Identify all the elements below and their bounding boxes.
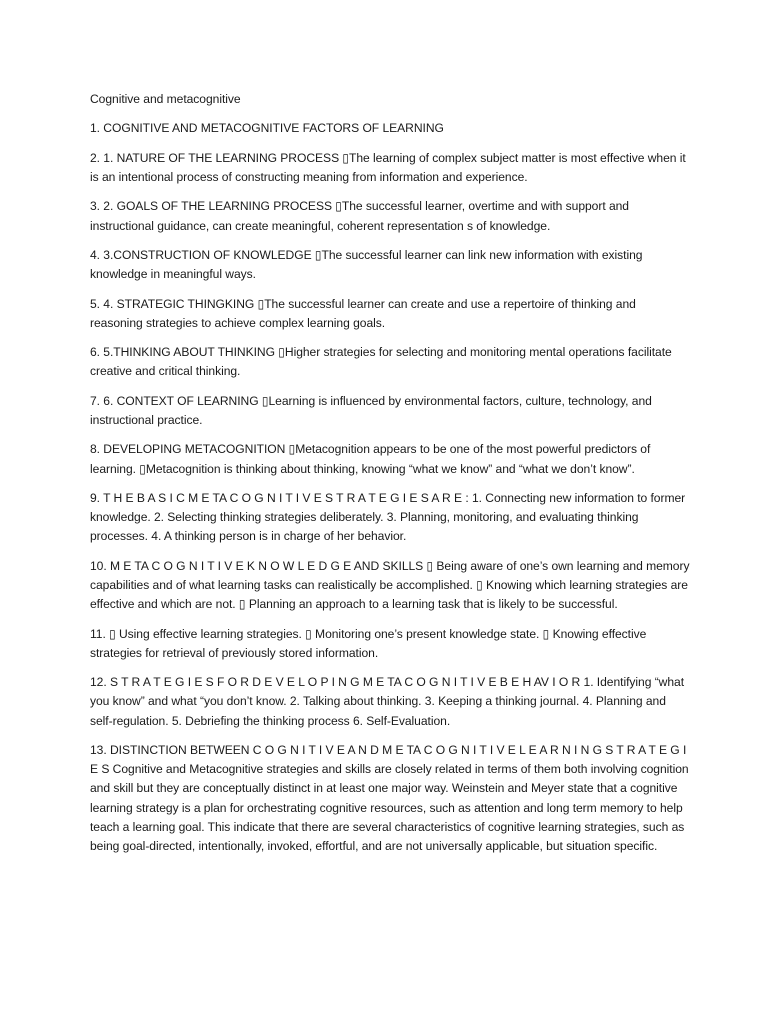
paragraph-10: 10. M E TA C O G N I T I V E K N O W L E D G E AND SKILLS ▯ Being aware of one’s own learning and memory capabilities and of what learning tasks can realistically be accomplished. ▯ Knowing which learning strategies are effective and which are not. ▯ Planning an approach to a learning task that is likely to be successful.: [90, 558, 690, 612]
paragraph-7: 7. 6. CONTEXT OF LEARNING ▯Learning is influenced by environmental factors, culture, technology, and instructional practice.: [90, 393, 652, 427]
document-page: [90, 90, 690, 866]
paragraph-2: 2. 1. NATURE OF THE LEARNING PROCESS ▯The learning of complex subject matter is most effective when it is an intentional process of constructing meaning from information and experience.: [90, 150, 686, 184]
paragraph-8: 8. DEVELOPING METACOGNITION ▯Metacognition appears to be one of the most powerful predictors of learning. ▯Metacognition is thinking about thinking, knowing “what we know” and “what we don’t know”.: [90, 442, 651, 476]
paragraph-1: 1. COGNITIVE AND METACOGNITIVE FACTORS OF LEARNING: [90, 121, 444, 136]
paragraph-11: 11. ▯ Using effective learning strategies. ▯ Monitoring one’s present knowledge state. ▯ Knowing effective strategies for retrieval of previously stored information.: [90, 626, 647, 660]
paragraph-3: 3. 2. GOALS OF THE LEARNING PROCESS ▯The successful learner, overtime and with support and instructional guidance, can create meaningful, coherent representation s of knowledge.: [90, 199, 629, 233]
paragraph-6: 6. 5.THINKING ABOUT THINKING ▯Higher strategies for selecting and monitoring mental operations facilitate creative and critical thinking.: [90, 345, 672, 379]
paragraph-5: 5. 4. STRATEGIC THINGKING ▯The successful learner can create and use a repertoire of thinking and reasoning strategies to achieve complex learning goals.: [90, 296, 636, 330]
paragraph-9: 9. T H E B A S I C M E TA C O G N I T I V E S T R A T E G I E S A R E : 1. Connecting new information to former knowledge. 2. Selecting thinking strategies deliberately. 3. Planning, monitoring, and evaluating thinking processes. 4. A thinking person is in charge of her behavior.: [90, 490, 686, 544]
paragraph-13: 13. DISTINCTION BETWEEN C O G N I T I V E A N D M E TA C O G N I T I V E L E A R N I N G S T R A T E G I E S Cognitive and Metacognitive strategies and skills are closely related in terms of them both involving cognition and skill but they are conceptually distinct in at least one major way. Weinstein and Meyer state that a cognitive learning strategy is a plan for orchestrating cognitive resources, such as attention and long term memory to help teach a learning goal. This indicate that there are several characteristics of cognitive learning strategies, such as being goal-directed, intentionally, invoked, effortful, and are not universally applicable, but situation specific.: [90, 742, 689, 853]
paragraph-12: 12. S T R A T E G I E S F O R D E V E L O P I N G M E TA C O G N I T I V E B E H AV I O R 1. Identifying “what you know” and what “you don’t know. 2. Talking about thinking. 3. Keeping a thinking journal. 4. Planning and self-regulation. 5. Debriefing the thinking process 6. Self-Evaluation.: [90, 675, 685, 728]
document-title: Cognitive and metacognitive: [90, 92, 241, 106]
paragraph-4: 4. 3.CONSTRUCTION OF KNOWLEDGE ▯The successful learner can link new information with existing knowledge in meaningful ways.: [90, 247, 643, 282]
